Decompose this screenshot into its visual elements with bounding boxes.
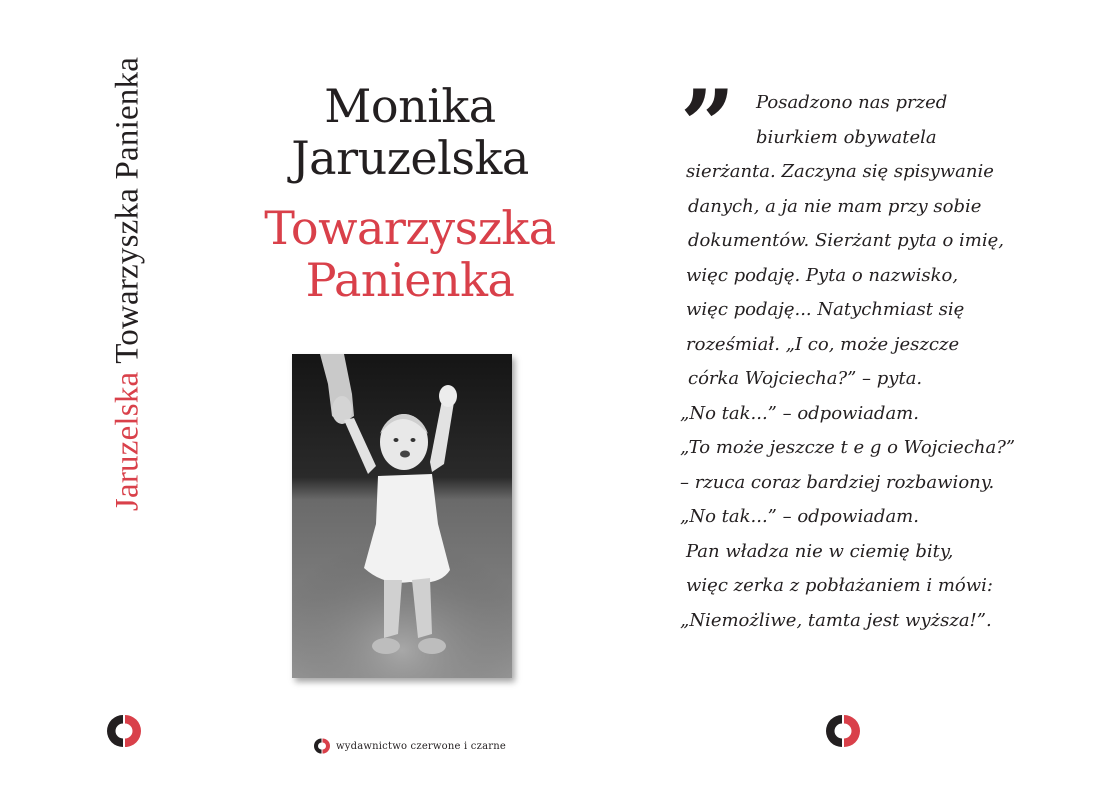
publisher-imprint	[314, 738, 506, 754]
blurb-line: dokumentów. Sierżant pyta o imię,	[688, 230, 1004, 251]
quote-mark-icon: ”	[680, 69, 736, 182]
spine-title: Towarzyszka Panienka	[109, 56, 146, 364]
publisher-logo-icon	[107, 714, 141, 748]
blurb-line: więc podaję. Pyta o nazwisko,	[686, 264, 959, 286]
blurb-line: „Niemożliwe, tamta jest wyższa!”.	[680, 609, 992, 631]
blurb-line: Posadzono nas przed	[756, 92, 948, 113]
blurb-line: sierżanta. Zaczyna się spisywanie	[686, 161, 994, 182]
blurb-line: roześmiał. „I co, może jeszcze	[686, 333, 960, 355]
title-line-1: Towarzyszka	[264, 201, 556, 255]
publisher-logo-icon	[826, 714, 860, 748]
front-cover-author	[230, 80, 590, 184]
blurb-line: córka Wojciecha?” – pyta.	[688, 368, 923, 389]
spine-text	[109, 56, 146, 512]
blurb-line: „To może jeszcze t e g o Wojciecha?”	[680, 437, 1016, 458]
title-line-2: Panienka	[305, 253, 515, 307]
blurb-line: Pan władza nie w ciemię bity,	[686, 540, 954, 562]
publisher-logo-icon	[314, 738, 330, 754]
publisher-name: wydawnictwo czerwone i czarne	[336, 740, 506, 752]
spine-author: Jaruzelska	[109, 371, 146, 512]
front-cover-title	[230, 202, 590, 306]
back-cover-blurb	[670, 86, 1016, 638]
book-spine	[108, 56, 148, 512]
blurb-line: biurkiem obywatela	[756, 126, 937, 148]
blurb-line: – rzuca coraz bardziej rozbawiony.	[680, 471, 995, 493]
cover-photo	[292, 354, 512, 678]
author-last-name: Jaruzelska	[291, 131, 529, 185]
blurb-line: „No tak...” – odpowiadam.	[680, 402, 919, 424]
blurb-line: „No tak...” – odpowiadam.	[680, 506, 919, 527]
blurb-line: więc podaję... Natychmiast się	[686, 299, 965, 320]
blurb-line: więc zerka z pobłażaniem i mówi:	[686, 575, 993, 596]
author-first-name: Monika	[324, 79, 496, 133]
blurb-line: danych, a ja nie mam przy sobie	[688, 195, 982, 217]
child-photo-icon	[292, 354, 512, 678]
